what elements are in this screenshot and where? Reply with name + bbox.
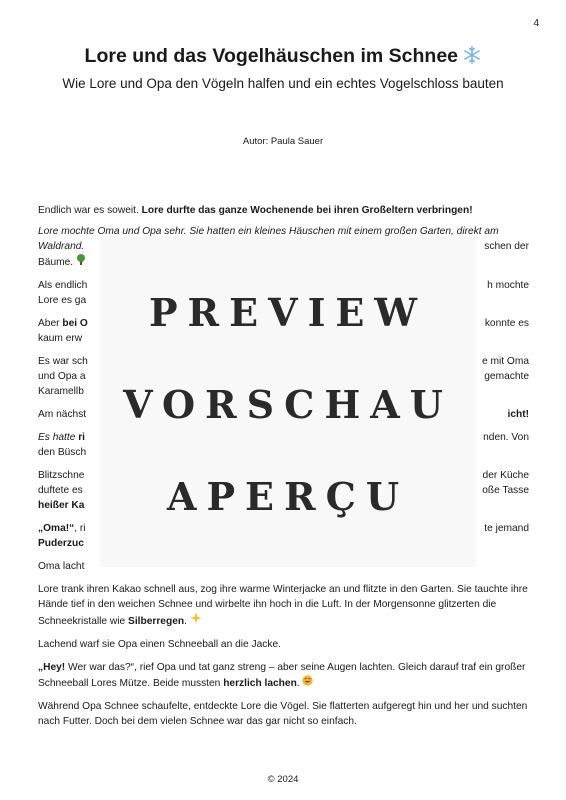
- watermark-line: PREVIEW: [148, 290, 428, 335]
- paragraph: Endlich war es soweit. Lore durfte das ganze Wochenende bei ihren Großeltern verbringen!: [38, 205, 473, 216]
- watermark-line: VORSCHAU: [123, 382, 453, 427]
- paragraph: „Oma!“, ri te jemand Puderzuc: [38, 523, 529, 549]
- paragraph: Als endlich h mochte Lore es ga: [38, 280, 529, 306]
- tree-icon: [76, 254, 86, 265]
- watermark-line: APERÇU: [167, 474, 409, 519]
- paragraph: Blitzschne der Küche duftete es oße Tasse heißer Ka: [38, 470, 529, 511]
- paragraph: Lore mochte Oma und Opa sehr. Sie hatten ein kleines Häuschen mit einem großen Garten, direkt am Waldrand. schen der Bäume.: [38, 226, 529, 268]
- paragraph: Es hatte ri nden. Von den Büsch: [38, 432, 529, 458]
- paragraph: Lore trank ihren Kakao schnell aus, zog ihre warme Winterjacke an und flitzte in den Garten. Sie tauchte ihre Hände tief in den weichen Schnee und wirbelte ihn hoch in die Luft. In der Morgensonne glitzerten die Schneekristalle wie Silberregen.: [38, 584, 528, 627]
- paragraph: Am nächst icht!: [38, 409, 529, 420]
- title-text: Lore und das Vogelhäuschen im Schnee: [84, 45, 459, 67]
- document-title: [0, 45, 566, 68]
- laughing-face-icon: [302, 675, 313, 686]
- sparkles-icon: [190, 612, 202, 624]
- paragraph: Es war sch e mit Oma und Opa a gemachte Karamellb: [38, 356, 529, 397]
- paragraph: Lachend warf sie Opa einen Schneeball an die Jacke.: [38, 639, 281, 650]
- paragraph: Oma lacht: [38, 561, 85, 572]
- author-line: Autor: Paula Sauer: [242, 136, 324, 147]
- paragraph: Während Opa Schnee schaufelte, entdeckte Lore die Vögel. Sie flatterten aufgeregt hin und her und suchten nach Futter. Doch bei dem vielen Schnee war das gar nicht so einfach.: [38, 701, 528, 727]
- page-number: 4: [533, 18, 539, 29]
- paragraph: „Hey! Wer war das?“, rief Opa und tat ganz streng – aber seine Augen lachten. Gleich darauf traf ein großer Schneeball Lores Mütze. Beide mussten herzlich lachen.: [38, 662, 526, 689]
- footer-copyright: © 2024: [267, 774, 299, 785]
- preview-watermark: [100, 237, 476, 567]
- paragraph: Aber bei O konnte es kaum erw: [38, 318, 529, 344]
- snowflake-icon: [463, 46, 481, 64]
- document-subtitle: Wie Lore und Opa den Vögeln halfen und ein echtes Vogelschloss bauten: [62, 76, 504, 91]
